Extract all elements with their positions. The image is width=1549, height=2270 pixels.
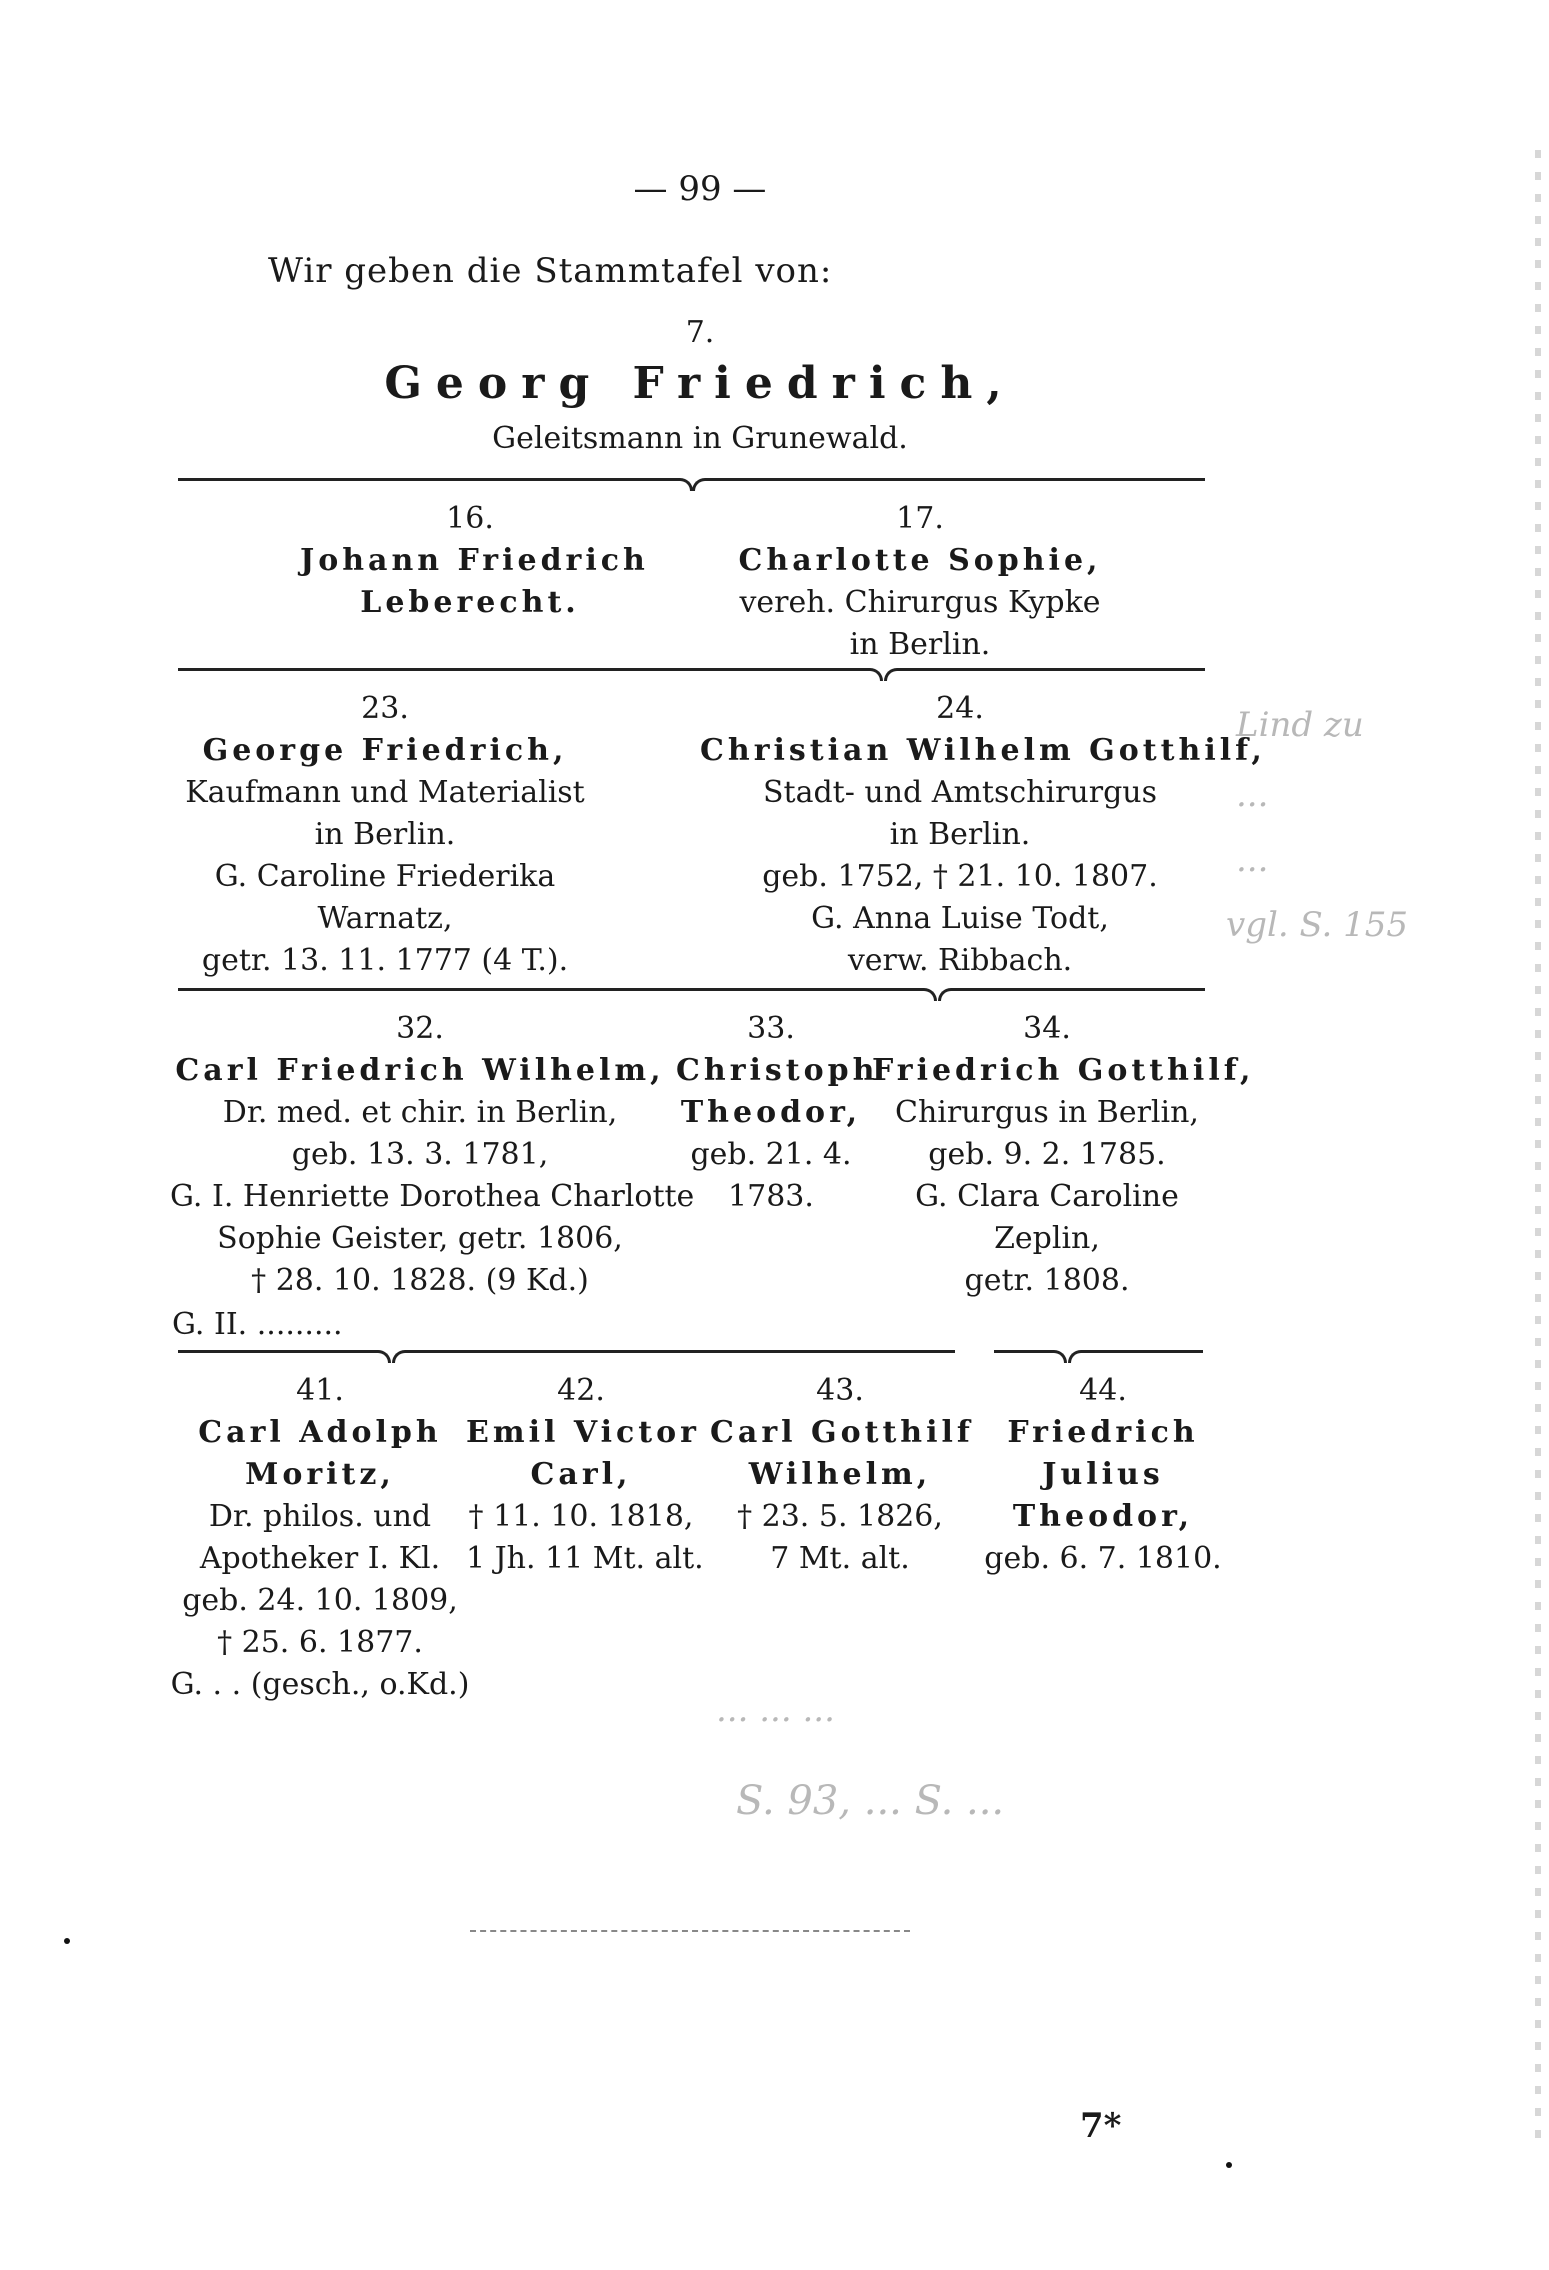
person-line: Kaufmann und Materialist: [185, 775, 585, 810]
person-line: in Berlin.: [889, 817, 1031, 852]
brace-32-right: [392, 1350, 955, 1363]
person-line: G. Clara Caroline: [915, 1179, 1179, 1214]
person-line: Julius: [1042, 1457, 1164, 1492]
person-line: geb. 6. 7. 1810.: [984, 1541, 1222, 1576]
person-16: [300, 498, 649, 624]
person-line: Warnatz,: [317, 901, 453, 936]
person-line: George Friedrich,: [202, 733, 568, 768]
person-line: geb. 21. 4.: [690, 1137, 852, 1172]
person-line: Stadt- und Amtschirurgus: [762, 775, 1157, 810]
page-number: — 99 —: [633, 169, 767, 209]
person-42: [466, 1370, 704, 1580]
person-number: 24.: [936, 691, 984, 726]
person-line: geb. 1752, † 21. 10. 1807.: [762, 859, 1158, 894]
brace-34-left: [994, 1350, 1067, 1363]
person-number: 17.: [896, 501, 944, 536]
person-number: 16.: [446, 501, 494, 536]
brace-right: [692, 478, 1205, 491]
person-line: Carl,: [530, 1457, 632, 1492]
margin-note: Lind zu: [1236, 705, 1364, 745]
person-line: Chirurgus in Berlin,: [895, 1095, 1199, 1130]
scan-speck: [64, 1938, 70, 1944]
person-number: 23.: [361, 691, 409, 726]
person-line: in Berlin.: [849, 627, 991, 662]
brace-24-right: [938, 988, 1205, 1001]
person-41: [160, 1370, 480, 1706]
person-line: Emil Victor: [466, 1415, 700, 1450]
root-number: 7.: [685, 315, 715, 350]
person-line: G. Anna Luise Todt,: [811, 901, 1109, 936]
person-number: 34.: [1023, 1011, 1071, 1046]
person-line: getr. 13. 11. 1777 (4 T.).: [201, 943, 569, 978]
person-line: Apotheker I. Kl.: [199, 1541, 441, 1576]
person-line: † 25. 6. 1877.: [217, 1625, 423, 1660]
person-32: [170, 1008, 695, 1302]
brace-16: [178, 668, 883, 681]
person-number: 44.: [1079, 1373, 1127, 1408]
person-line: † 11. 10. 1818,: [468, 1499, 694, 1534]
brace-24-left: [178, 988, 937, 1001]
person-line: geb. 13. 3. 1781,: [291, 1137, 549, 1172]
person-44: [978, 1370, 1228, 1580]
person-line: Sophie Geister, getr. 1806,: [217, 1221, 623, 1256]
person-line: Johann Friedrich: [300, 543, 649, 578]
brace-32-left: [178, 1350, 391, 1363]
brace-34-right: [1068, 1350, 1203, 1363]
person-line: 7 Mt. alt.: [770, 1541, 910, 1576]
person-line: Leberecht.: [360, 585, 580, 620]
person-line: Charlotte Sophie,: [738, 543, 1102, 578]
person-line: Carl Adolph: [198, 1415, 442, 1450]
person-number: 32.: [396, 1011, 444, 1046]
person-line: G. Caroline Friederika: [214, 859, 556, 894]
person-number: 33.: [747, 1011, 795, 1046]
person-24: [700, 688, 1266, 982]
person-line: Friedrich Gotthilf,: [872, 1053, 1255, 1088]
person-line: Carl Gotthilf: [710, 1415, 974, 1450]
person-33: [676, 1008, 879, 1218]
person-line: Moritz,: [245, 1457, 395, 1492]
root-name: Georg Friedrich,: [384, 358, 1016, 409]
margin-note: S. 93, ... S. ...: [736, 1778, 1005, 1824]
person-32-second-marriage: G. II. .........: [172, 1307, 343, 1342]
person-line: Zeplin,: [994, 1221, 1100, 1256]
person-number: 43.: [816, 1373, 864, 1408]
person-number: 42.: [557, 1373, 605, 1408]
person-line: Theodor,: [680, 1095, 862, 1130]
person-line: Christoph: [676, 1053, 879, 1088]
margin-note: vgl. S. 155: [1226, 905, 1409, 945]
person-34: [872, 1008, 1255, 1302]
person-line: geb. 24. 10. 1809,: [182, 1583, 458, 1618]
person-17: [720, 498, 1120, 666]
person-line: Dr. med. et chir. in Berlin,: [222, 1095, 618, 1130]
person-line: geb. 9. 2. 1785.: [928, 1137, 1166, 1172]
person-line: Dr. philos. und: [208, 1499, 432, 1534]
person-line: Carl Friedrich Wilhelm,: [175, 1053, 665, 1088]
person-line: Wilhelm,: [748, 1457, 932, 1492]
person-line: getr. 1808.: [964, 1263, 1130, 1298]
person-line: Christian Wilhelm Gotthilf,: [700, 733, 1266, 768]
person-23: [170, 688, 600, 982]
person-line: † 28. 10. 1828. (9 Kd.): [251, 1263, 589, 1298]
brace-left: [178, 478, 693, 491]
person-line: G. I. Henriette Dorothea Charlotte: [170, 1179, 695, 1214]
signature-mark: 7*: [1080, 2106, 1122, 2146]
person-line: 1 Jh. 11 Mt. alt.: [466, 1541, 704, 1576]
person-line: in Berlin.: [314, 817, 456, 852]
intro-line: Wir geben die Stammtafel von:: [268, 251, 833, 291]
person-line: verw. Ribbach.: [847, 943, 1073, 978]
margin-note: ...: [1236, 775, 1269, 815]
person-line: Theodor,: [1012, 1499, 1194, 1534]
person-line: G. . . (gesch., o.Kd.): [170, 1667, 470, 1702]
person-line: vereh. Chirurgus Kypke: [739, 585, 1101, 620]
brace-17: [884, 668, 1205, 681]
scan-edge: [1535, 150, 1541, 2150]
margin-note: ...: [1236, 840, 1269, 880]
scan-speck: [1226, 2162, 1232, 2168]
person-number: 41.: [296, 1373, 344, 1408]
person-43: [710, 1370, 974, 1580]
root-desc: Geleitsmann in Grunewald.: [492, 421, 908, 456]
separator-rule: [470, 1930, 910, 1932]
margin-note: ... ... ...: [716, 1690, 835, 1730]
person-line: † 23. 5. 1826,: [737, 1499, 943, 1534]
person-line: Friedrich: [1007, 1415, 1199, 1450]
person-line: 1783.: [728, 1179, 814, 1214]
